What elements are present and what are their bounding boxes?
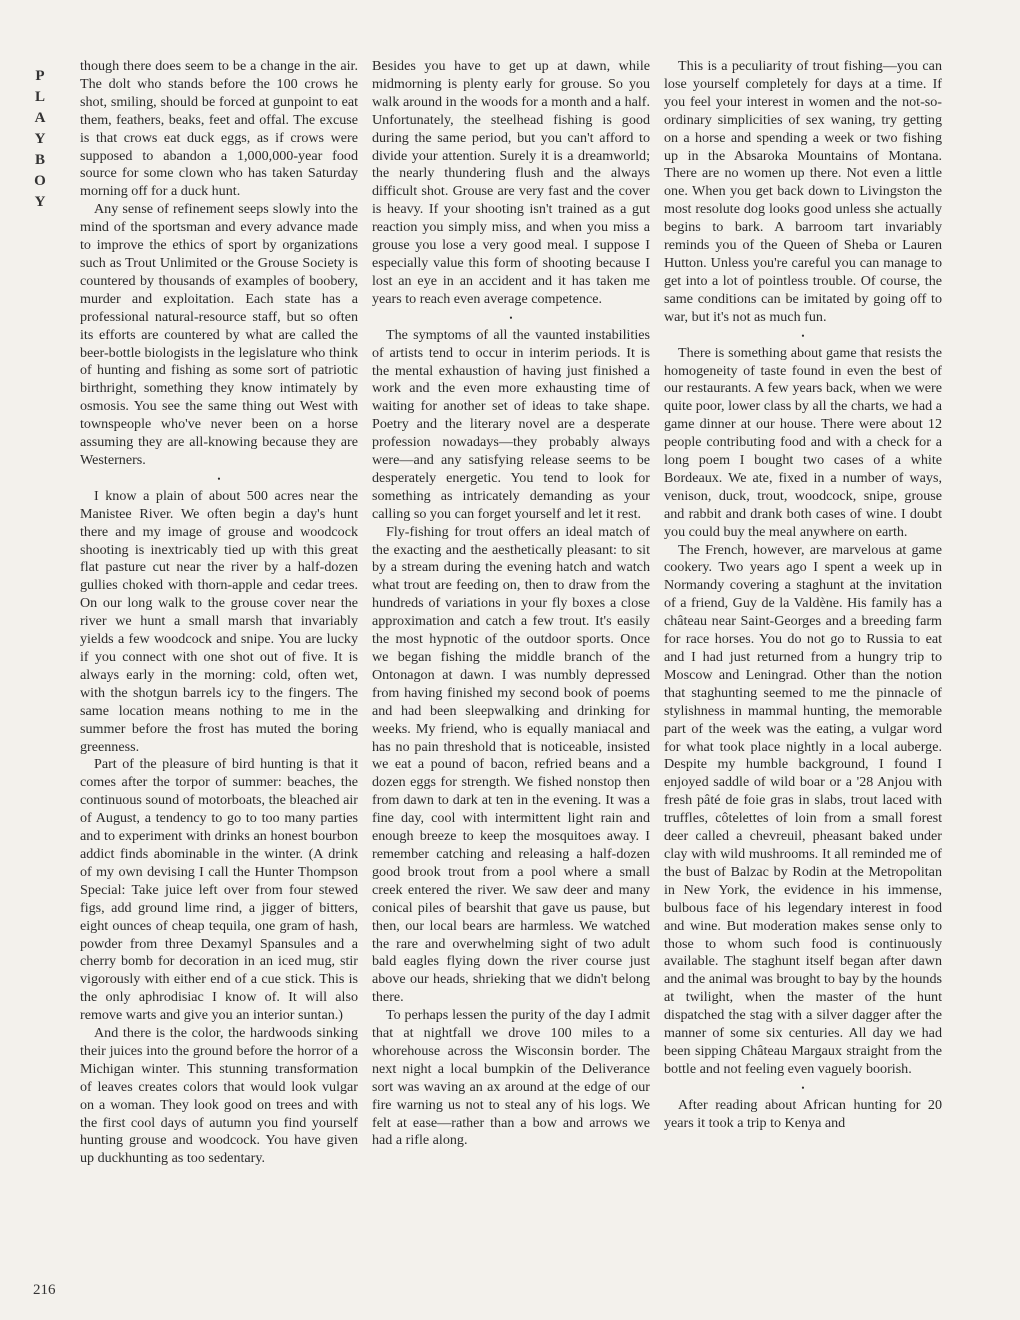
paragraph: After reading about African hunting for 20 years it took a trip to Kenya and <box>664 1096 942 1131</box>
paragraph: though there does seem to be a change in the air. The dolt who stands before the 100 crows he shot, smiling, should be forced at gunpoint to eat them, feathers, beaks, feet and offal. The excuse is that crows eat duck eggs, as if crows were supposed to abandon a 1,000,000-year food source for some clown who has taken Saturday morning off for a duck hunt. <box>80 58 358 200</box>
paragraph: And there is the color, the hardwoods sinking their juices into the ground before the horror of a Michigan winter. This stunning transformation of leaves creates colors that would look vulgar on a woman. They look good on trees and with the first cool days of autumn you find yourself hunting grouse and woodcock. You have given up duckhunting as too sedentary. <box>80 1025 358 1167</box>
paragraph: To perhaps lessen the purity of the day I admit that at nightfall we drove 100 miles to a whorehouse across the Wisconsin border. The next night a local bumpkin of the Deliverance sort was waving an ax around at the edge of our fire warning us not to steal any of his logs. We felt at ease—rather than a bow and arrows we had a rifle along. <box>372 1007 650 1149</box>
section-break-bullet: • <box>509 312 513 323</box>
magazine-masthead <box>31 66 49 213</box>
paragraph: The symptoms of all the vaunted instabilities of artists tend to occur in interim periods. It is the mental exhaustion of having just finished a work and the even more exhausting time of waiting for another set of ideas to take shape. Poetry and the literary novel are a desperate profession nowadays—they probably always were—and any satisfying release seems to be desperately energetic. You tend to look for something as intricately demanding as your calling so you can forget yourself and let it rest. <box>372 326 650 522</box>
paragraph: Besides you have to get up at dawn, while midmorning is plenty early for grouse. So you walk around in the woods for a month and a half. Unfortunately, the steelhead fishing is good during the same period, but you can't afford to divide your attention. Surely it is a dreamworld; the nearly thundering flush and the always difficult shot. Grouse are very fast and the cover is heavy. If your shooting isn't trained as a gut reaction you simply miss, and when you miss a grouse you lose a very good meal. I suppose I especially value this form of shooting because I lost an eye in an accident and it has taken me years to reach even average competence. <box>372 58 650 307</box>
paragraph: Part of the pleasure of bird hunting is that it comes after the torpor of summer: beaches, the continuous sound of motorboats, the bleached air of August, a tendency to go to too many parties and to experiment with drinks an honest bourbon addict finds abominable in the winter. (A drink of my own devising I call the Hunter Thompson Special: Take juice left over from four stewed figs, add ground lime rind, a jigger of bitters, eight ounces of cheap tequila, one gram of hash, powder from three Dexamyl Spansules and a cherry bomb for decoration in an iced mug, stir vigorously with either end of a cue stick. This is the only aphrodisiac I know of. It will also remove warts and give you an interior suntan.) <box>80 756 358 1024</box>
text-column-1 <box>80 58 358 1168</box>
masthead-letter: B <box>34 152 45 168</box>
text-column-2 <box>372 58 650 1150</box>
masthead-letter: A <box>34 110 46 126</box>
masthead-letter: O <box>34 173 46 189</box>
page-number: 216 <box>33 1282 56 1298</box>
section-break-bullet: • <box>801 1082 805 1093</box>
masthead-letter: P <box>35 68 45 84</box>
paragraph: Any sense of refinement seeps slowly into the mind of the sportsman and every advance made to improve the ethics of sport by organizations such as Trout Unlimited or the Grouse Society is countered by thousands of examples of boobery, murder and exploitation. Each state has a professional natural-resource staff, but so often its efforts are countered by what are called the beer-bottle biologists in the legislature who think of hunting and fishing as some sort of patriotic birthright, something they know intimately by osmosis. You see the same thing out West with townspeople who've never been on a horse assuming they are all-knowing because they are Westerners. <box>80 201 358 468</box>
section-break-bullet: • <box>217 473 221 484</box>
masthead-letter: Y <box>34 131 46 147</box>
masthead-letter: L <box>34 89 45 105</box>
masthead-letter: Y <box>34 194 46 210</box>
section-break-bullet: • <box>801 330 805 341</box>
paragraph: The French, however, are marvelous at game cookery. Two years ago I spent a week up in Normandy covering a staghunt at the invitation of a friend, Guy de la Valdène. His family has a château near Saint-Georges and a breeding farm for race horses. You do not go to Russia to eat and I had just returned from a hungry trip to Moscow and Leningrad. Other than the notion that staghunting seemed to me the pinnacle of stylishness in mammal hunting, the memorable part of the week was the eating, a vulgar word for what took place nightly in a local auberge. Despite my humble background, I found I enjoyed saddle of wild boar or a '28 Anjou with fresh pâté de foie gras in slabs, trout laced with truffles, côtelettes of loin from a small forest deer called a chevreuil, pheasant baked under clay with wild mushrooms. It all reminded me of the bust of Balzac by Rodin at the Metropolitan in New York, the evidence in his immense, bulbous face of his legendary interest in food and wine. But moderation makes sense only to those to whom such food is continuously available. The staghunt itself began after dawn and the animal was brought to bay by the hounds at twilight, when the master of the hunt dispatched the stag with a silver dagger after the manner of some six centuries. All day we had been sipping Château Margaux straight from the bottle and not feeling even vaguely boorish. <box>664 541 942 1077</box>
text-column-3 <box>664 58 942 1133</box>
paragraph: This is a peculiarity of trout fishing—you can lose yourself completely for days at a time. If you feel your interest in women and the not-so-ordinary simplicities of sex waning, try getting on a horse and spending a week or two fishing up in the Absaroka Mountains of Montana. There are no women up there. Not even a little one. When you get back down to Livingston the most resolute dog looks good unless she actually begins to bark. A barroom tart invariably reminds you of the Queen of Sheba or Lauren Hutton. Unless you're careful you can manage to get into a lot of pointless trouble. Of course, the same conditions can be imitated by going off to war, but it's not as much fun. <box>664 58 942 325</box>
paragraph: There is something about game that resists the homogeneity of taste found in even the best of our restaurants. A few years back, when we were quite poor, lower class by all the charts, we had a game dinner at our house. There were about 12 people contributing food and with a check for a long poem I bought two cases of a white Bordeaux. We ate, fixed in a number of ways, venison, duck, trout, woodcock, snipe, grouse and rabbit and drank both cases of wine. I doubt you could buy the meal anywhere on earth. <box>664 344 942 540</box>
paragraph: I know a plain of about 500 acres near the Manistee River. We often begin a day's hunt there and my image of grouse and woodcock shooting is inextricably tied up with this great flat pasture cut near the river by a half-dozen gullies choked with thorn-apple and cedar trees. On our long walk to the grouse cover near the river we hunt a small marsh that invariably yields a few woodcock and snipe. You are lucky if you connect with one shot out of five. It is always early in the morning: cold, often wet, with the shotgun barrels icy to the fingers. The same location means nothing to me in the summer before the frost has muted the boring greenness. <box>80 487 358 755</box>
paragraph: Fly-fishing for trout offers an ideal match of the exacting and the aesthetically pleasant: to sit by a stream during the evening hatch and watch what trout are feeding on, then to draw from the hundreds of variations in your fly boxes a close approximation and catch a few trout. It's easily the most hypnotic of the outdoor sports. Once we began fishing the middle branch of the Ontonagon at dawn. I was numbly depressed from having finished my second book of poems and had been sleepwalking and drinking for weeks. My friend, who is equally maniacal and has no pain threshold that is noticeable, insisted we eat a pound of bacon, refried beans and a dozen eggs for strength. We fished nonstop then from dawn to dark at ten in the evening. It was a fine day, cool with intermittent light rain and enough breeze to keep the mosquitoes away. I remember catching and releasing a half-dozen good brook trout from a pool where a small creek entered the river. We saw deer and many conical piles of bearshit that gave us pause, but then, our local bears are harmless. We watched the rare and overwhelming sight of two adult bald eagles flying down the river course just above our heads, shrieking that we didn't belong there. <box>372 523 650 1006</box>
